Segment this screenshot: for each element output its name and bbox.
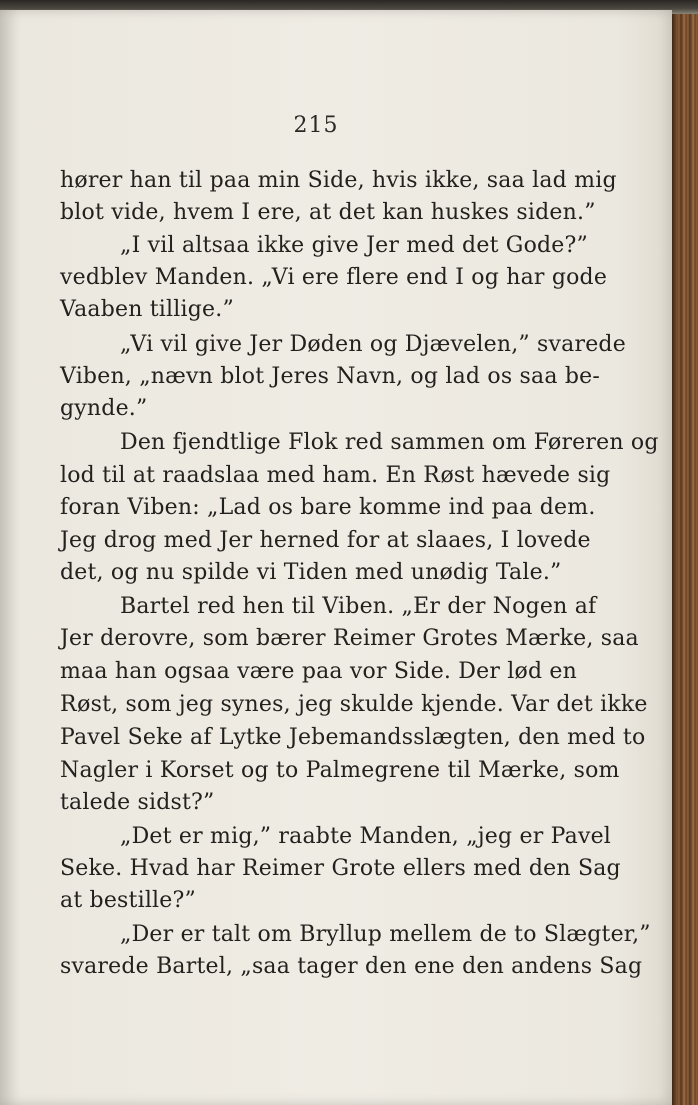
text-line: lod til at raadslaa med ham. En Røst hævede sig — [60, 463, 611, 488]
text-line: talede sidst?” — [60, 790, 215, 815]
page-edges — [672, 14, 698, 1105]
text-line: Vaaben tillige.” — [60, 297, 234, 322]
text-line: gynde.” — [60, 396, 148, 421]
text-line: hører han til paa min Side, hvis ikke, saa lad mig — [60, 168, 617, 193]
text-line: Pavel Seke af Lytke Jebemandsslægten, den med to — [60, 725, 646, 750]
text-line: Nagler i Korset og to Palmegrene til Mærke, som — [60, 758, 620, 783]
text-line: „Vi vil give Jer Døden og Djævelen,” svarede — [120, 332, 626, 357]
text-line: Bartel red hen til Viben. „Er der Nogen af — [120, 594, 597, 619]
text-line: Jeg drog med Jer herned for at slaaes, I lovede — [60, 528, 591, 553]
text-line: det, og nu spilde vi Tiden med unødig Tale.” — [60, 560, 562, 585]
text-line: Den fjendtlige Flok red sammen om Føreren og — [120, 430, 659, 455]
text-line: svarede Bartel, „saa tager den ene den andens Sag — [60, 954, 643, 979]
text-line: foran Viben: „Lad os bare komme ind paa dem. — [60, 495, 596, 520]
text-line: Røst, som jeg synes, jeg skulde kjende. Var det ikke — [60, 692, 648, 717]
text-line: Viben, „nævn blot Jeres Navn, og lad os saa be- — [60, 364, 600, 389]
text-line: „I vil altsaa ikke give Jer med det Gode?” — [120, 233, 588, 258]
text-line: maa han ogsaa være paa vor Side. Der lød en — [60, 659, 578, 684]
text-line: blot vide, hvem I ere, at det kan huskes siden.” — [60, 200, 596, 225]
text-line: „Det er mig,” raabte Manden, „jeg er Pavel — [120, 824, 612, 849]
text-line: „Der er talt om Bryllup mellem de to Slægter,” — [120, 922, 651, 947]
text-line: Seke. Hvad har Reimer Grote ellers med den Sag — [60, 856, 621, 881]
page-number: 215 — [293, 113, 339, 138]
text-line: Jer derovre, som bærer Reimer Grotes Mærke, saa — [60, 626, 639, 651]
text-line: at bestille?” — [60, 888, 196, 913]
text-line: vedblev Manden. „Vi ere flere end I og har gode — [60, 265, 608, 290]
